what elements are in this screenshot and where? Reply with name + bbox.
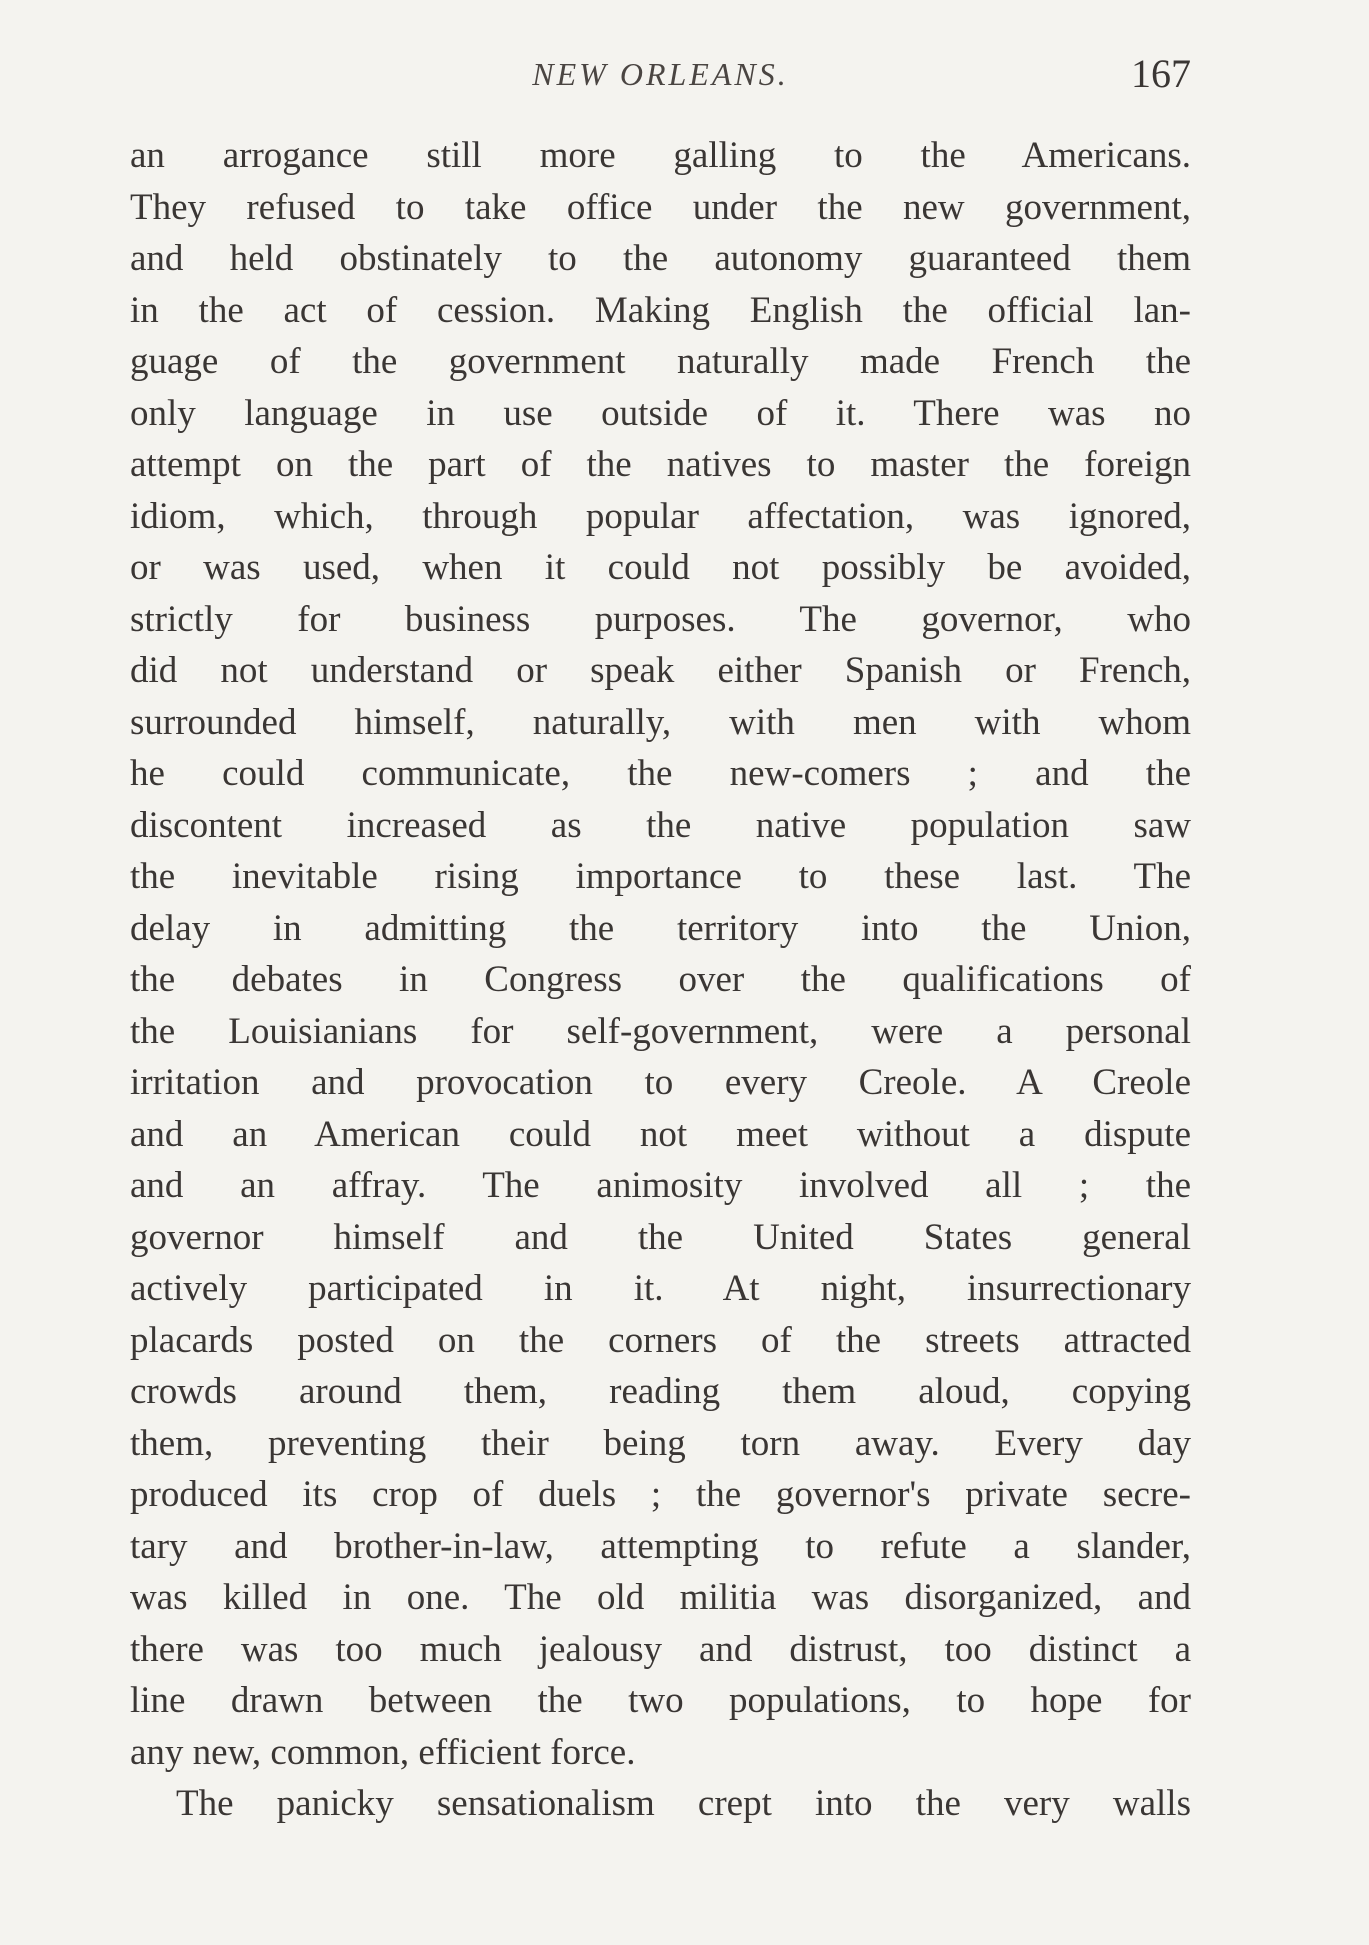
text-line: strictly for business purposes. The governor, who <box>130 598 1191 640</box>
text-line: They refused to take office under the new government, <box>130 186 1191 228</box>
text-line: placards posted on the corners of the streets attracted <box>130 1319 1191 1361</box>
text-line: crowds around them, reading them aloud, copying <box>130 1371 1191 1412</box>
page-number: 167 <box>1131 51 1191 96</box>
text-line: he could communicate, the new-comers ; and the <box>130 753 1191 794</box>
paragraph-end-line: any new, common, efficient force. <box>130 1731 636 1773</box>
text-line: and an American could not meet without a dispute <box>130 1113 1191 1155</box>
text-line: them, preventing their being torn away. Every day <box>130 1422 1191 1464</box>
text-line: was killed in one. The old militia was disorganized, and <box>130 1577 1191 1618</box>
text-line: irritation and provocation to every Creole. A Creole <box>130 1062 1191 1103</box>
text-line: and held obstinately to the autonomy guaranteed them <box>130 238 1191 279</box>
text-line: or was used, when it could not possibly be avoided, <box>130 547 1191 588</box>
text-line: did not understand or speak either Spanish or French, <box>130 650 1191 691</box>
text-line: produced its crop of duels ; the governor's private secre- <box>130 1474 1191 1515</box>
text-line: and an affray. The animosity involved all ; the <box>130 1165 1191 1206</box>
running-title: NEW ORLEANS. <box>532 56 789 92</box>
text-line: only language in use outside of it. There was no <box>130 392 1191 434</box>
text-line: attempt on the part of the natives to master the foreign <box>130 444 1191 485</box>
body-text <box>130 130 1191 1830</box>
text-line: guage of the government naturally made French the <box>130 341 1191 382</box>
text-line: the inevitable rising importance to these last. The <box>130 856 1191 897</box>
text-line: tary and brother-in-law, attempting to refute a slander, <box>130 1525 1191 1567</box>
text-line: discontent increased as the native population saw <box>130 804 1191 846</box>
paragraph-start-line: The panicky sensationalism crept into the very walls <box>176 1783 1191 1824</box>
text-line: an arrogance still more galling to the Americans. <box>130 135 1191 176</box>
text-line: actively participated in it. At night, insurrectionary <box>130 1268 1191 1309</box>
text-line: idiom, which, through popular affectation, was ignored, <box>130 495 1191 537</box>
text-line: the Louisianians for self-government, were a personal <box>130 1010 1191 1052</box>
text-line: surrounded himself, naturally, with men with whom <box>130 701 1191 743</box>
text-line: in the act of cession. Making English the official lan- <box>130 289 1191 331</box>
text-line: line drawn between the two populations, to hope for <box>130 1680 1191 1721</box>
text-line: the debates in Congress over the qualifications of <box>130 959 1191 1000</box>
running-head <box>130 50 1191 100</box>
text-line: there was too much jealousy and distrust, too distinct a <box>130 1628 1191 1670</box>
text-line: governor himself and the United States general <box>130 1216 1191 1258</box>
text-line: delay in admitting the territory into the Union, <box>130 907 1191 949</box>
